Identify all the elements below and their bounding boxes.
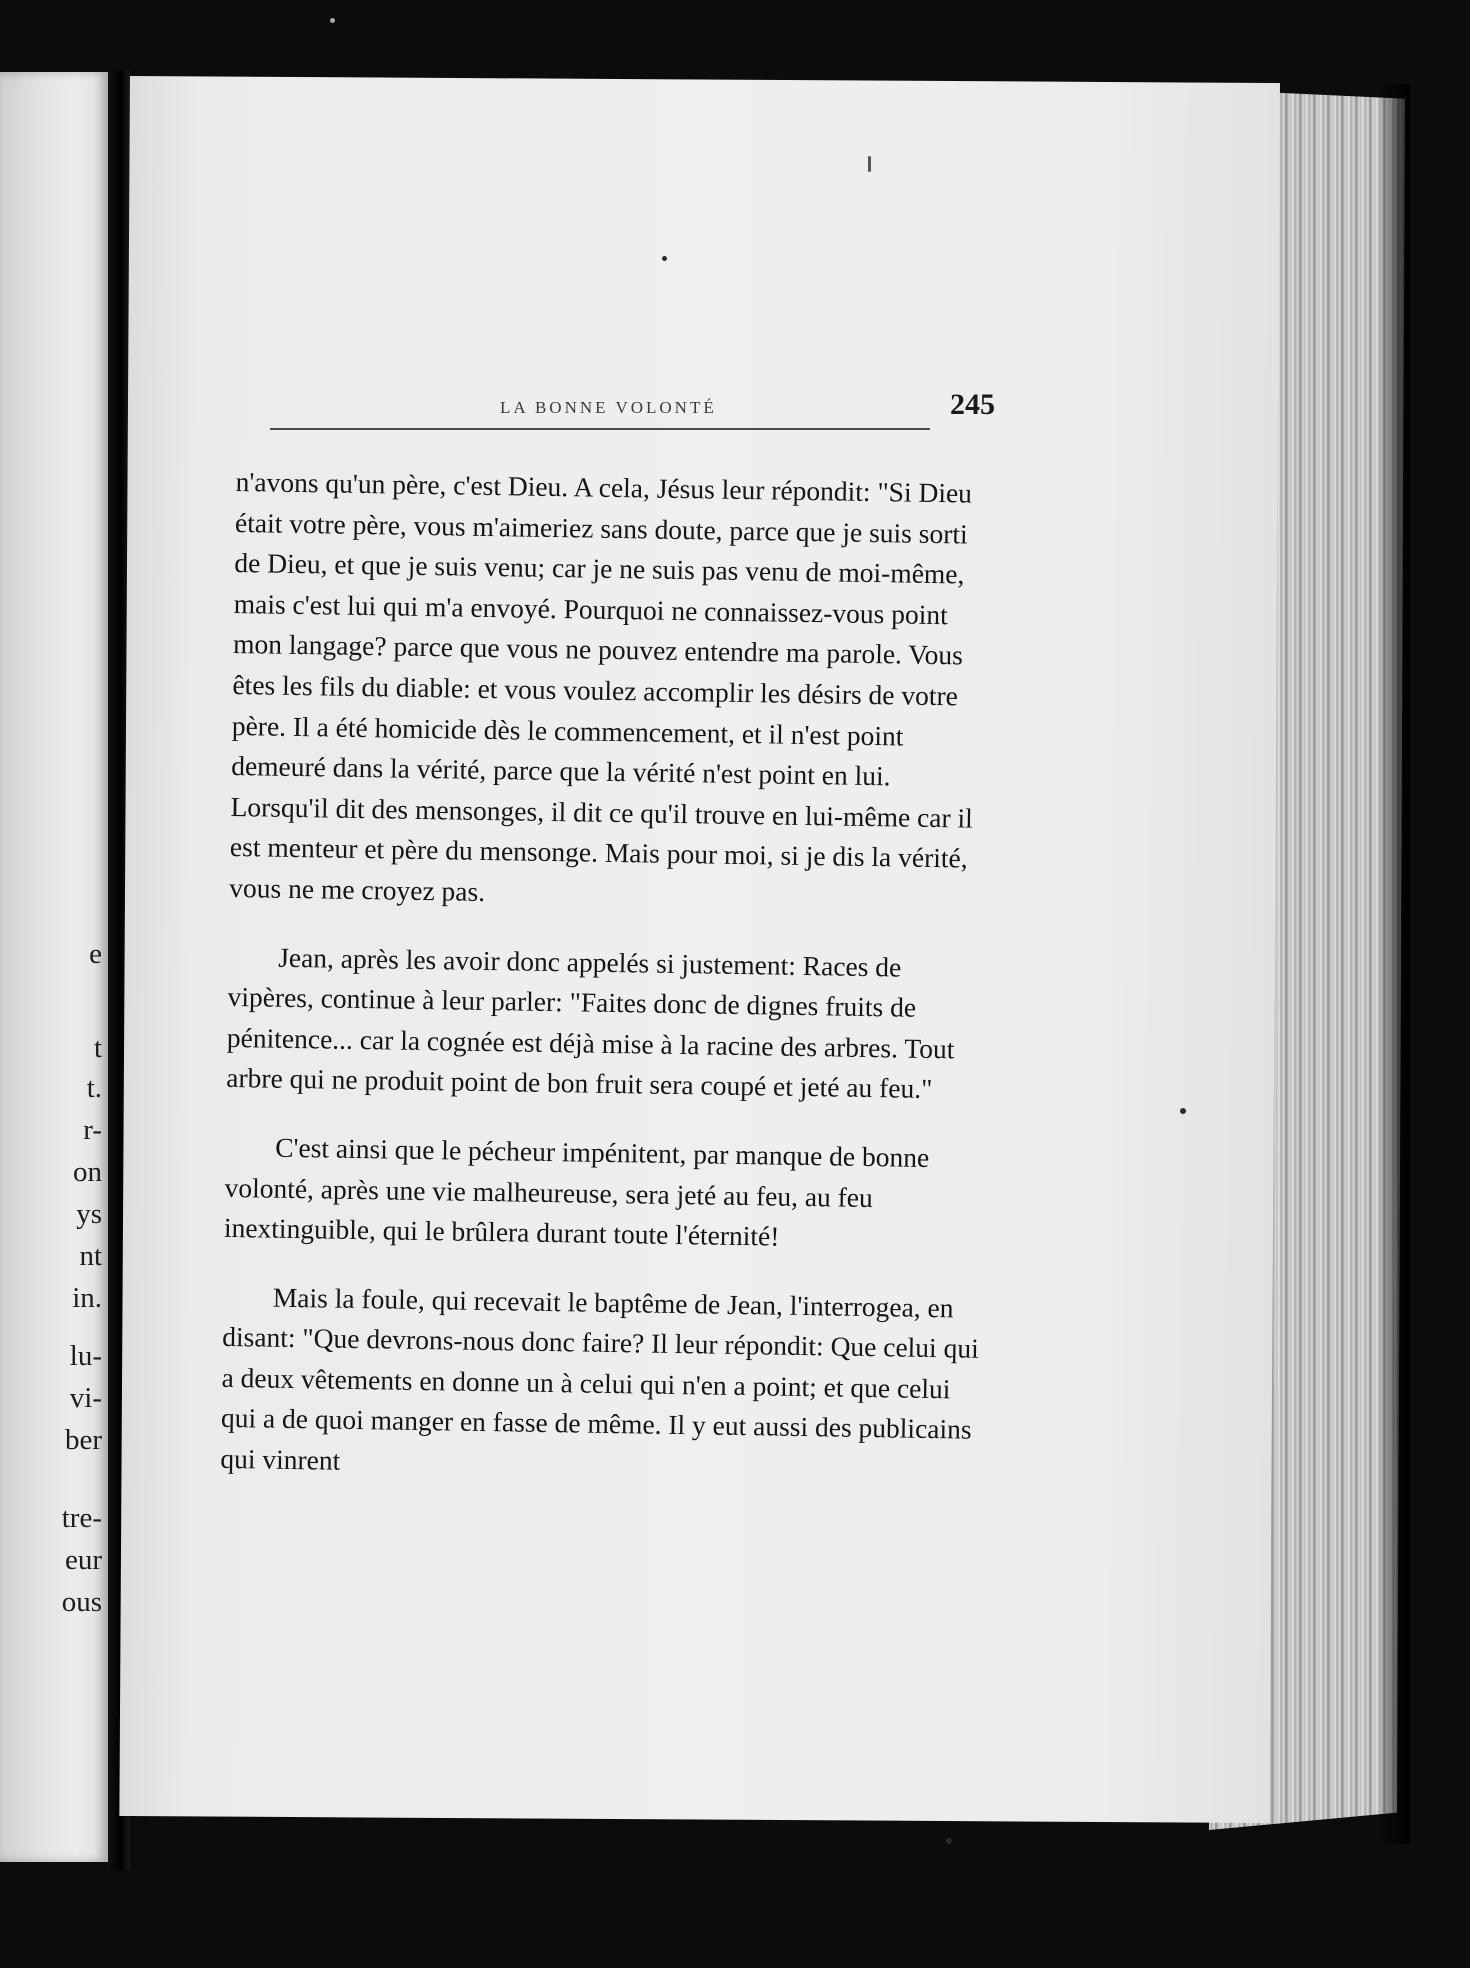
head-rule <box>270 428 930 430</box>
paragraph: Jean, après les avoir donc appelés si justement: Races de vipères, continue à leur parler: "Faites donc de dignes fruits de pénitence... car la cognée est déjà mise à la racine des arbres. Tout arbre qui ne produit point de bon fruit sera coupé et jeté au feu." <box>226 941 955 1105</box>
body-text <box>220 462 996 1519</box>
left-page-edge <box>0 72 108 1862</box>
left-fragment: tre- <box>61 1502 102 1534</box>
left-fragment: ys <box>76 1198 102 1230</box>
paragraph: n'avons qu'un père, c'est Dieu. A cela, Jésus leur répondit: "Si Dieu était votre père, vous m'aimeriez sans doute, parce que je suis sorti de Dieu, et que je suis venu; car je ne suis pas venu de moi-même, mais c'est lui qui m'a envoyé. Pourquoi ne connaissez-vous point mon langage? parce que vous ne pouvez entendre ma parole. Vous êtes les fils du diable: et vous voulez accomplir les désirs de votre père. Il a été homicide dès le commencement, et il n'est point demeuré dans la vérité, parce que la vérité n'est point en lui. Lorsqu'il dit des mensonges, il dit ce qu'il trouve en lui-même car il est menteur et père du mensonge. Mais pour moi, si je dis la vérité, vous ne me croyez pas. <box>229 465 974 907</box>
left-page-text-fragments <box>0 72 108 1862</box>
scan-speck <box>330 18 335 23</box>
left-fragment: r- <box>83 1114 102 1146</box>
left-fragment: t. <box>86 1072 102 1104</box>
page-number: 245 <box>950 388 995 421</box>
left-fragment: eur <box>64 1544 102 1576</box>
left-fragment: on <box>73 1156 102 1188</box>
left-fragment: vi- <box>69 1382 102 1414</box>
scan-speck <box>868 156 871 172</box>
left-fragment: ous <box>61 1586 102 1618</box>
running-head-title: LA BONNE VOLONTÉ <box>500 398 717 417</box>
left-fragment: lu- <box>69 1340 102 1372</box>
paragraph: Mais la foule, qui recevait le baptême de Jean, l'interrogea, en disant: "Que devrons-nous donc faire? Il leur répondit: Que celui qui a deux vêtements en donne un à celui qui n'en a point; et que celui qui a de quoi manger en fasse de même. Il y eut aussi des publicains qui vinrent <box>220 1281 979 1476</box>
left-fragment: t <box>93 1032 102 1064</box>
left-fragment: ber <box>64 1424 102 1456</box>
left-fragment: e <box>89 938 102 970</box>
scan-speck <box>946 1838 952 1844</box>
left-fragment: in. <box>72 1282 102 1314</box>
scan-speck <box>1180 1108 1186 1114</box>
left-fragment: nt <box>79 1240 102 1272</box>
scan-speck <box>662 256 667 261</box>
edge-shadow <box>1380 84 1410 1844</box>
paragraph: C'est ainsi que le pécheur impénitent, par manque de bonne volonté, après une vie malheureuse, sera jeté au feu, au feu inextinguible, qui le brûlera durant toute l'éternité! <box>223 1131 930 1252</box>
